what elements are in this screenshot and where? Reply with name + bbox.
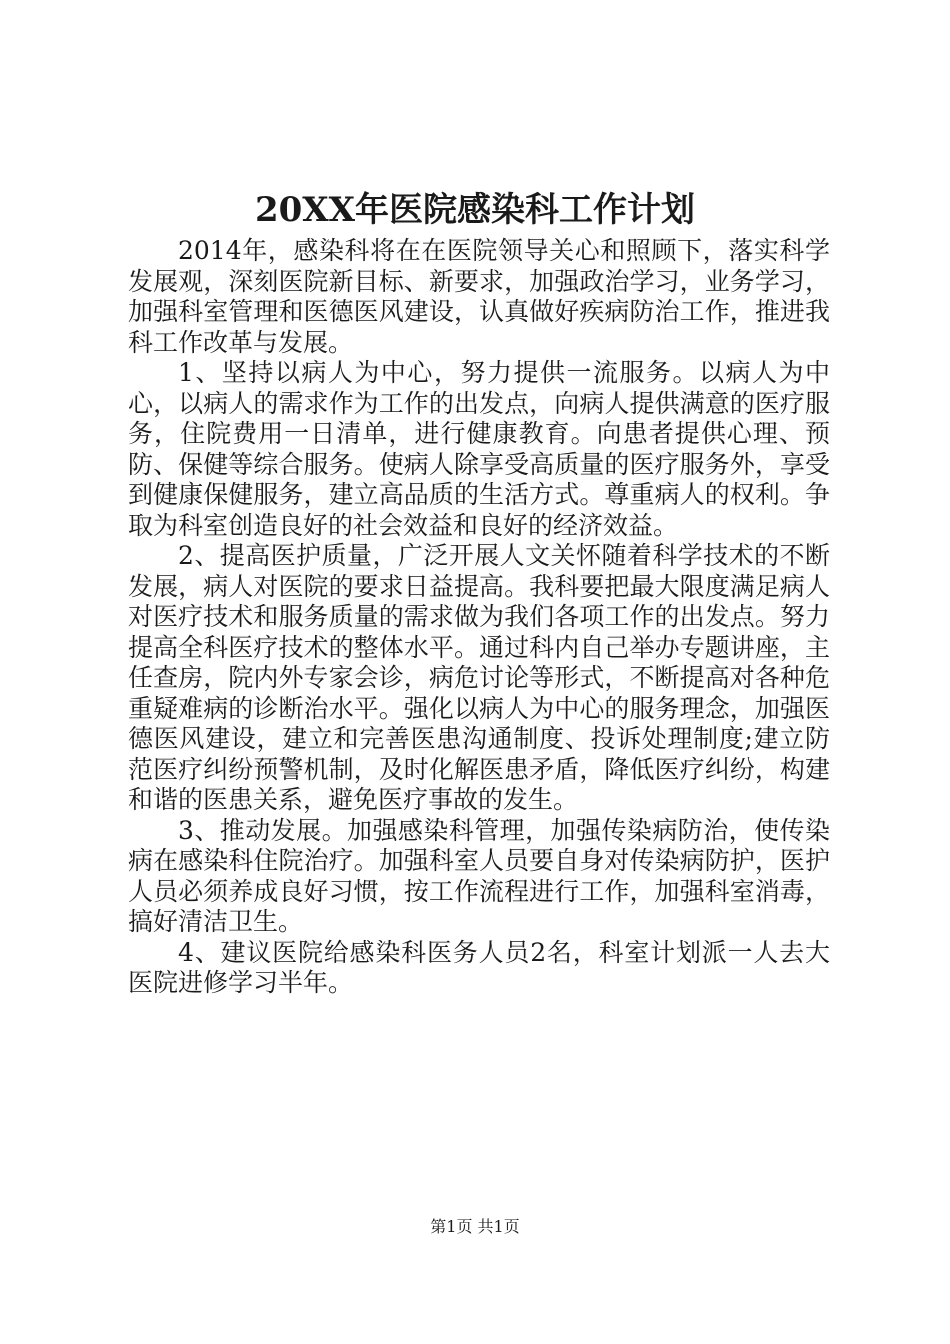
document-title: 20XX年医院感染科工作计划 [254,190,696,230]
paragraph-item-2: 2、提高医护质量，广泛开展人文关怀随着科学技术的不断发展，病人对医院的要求日益提高。我科要把最大限度满足病人对医疗技术和服务质量的需求做为我们各项工作的出发点。努力提高全科医疗技术的整体水平。通过科内自己举办专题讲座，主任查房，院内外专家会诊，病危讨论等形式，不断提高对各种危重疑难病的诊断治水平。强化以病人为中心的服务理念，加强医德医风建设，建立和完善医患沟通制度、投诉处理制度;建立防范医疗纠纷预警机制，及时化解医患矛盾，降低医疗纠纷，构建和谐的医患关系，避免医疗事故的发生。 [128,541,830,814]
document-body [128,236,830,999]
paragraph-item-3: 3、推动发展。加强感染科管理，加强传染病防治，使传染病在感染科住院治疗。加强科室人员要自身对传染病防护，医护人员必须养成良好习惯，按工作流程进行工作，加强科室消毒，搞好清洁卫生。 [128,815,830,936]
paragraph-item-1: 1、坚持以病人为中心，努力提供一流服务。以病人为中心，以病人的需求作为工作的出发点，向病人提供满意的医疗服务，住院费用一日清单，进行健康教育。向患者提供心理、预防、保健等综合服务。使病人除享受高质量的医疗服务外，享受到健康保健服务，建立高品质的生活方式。尊重病人的权利。争取为科室创造良好的社会效益和良好的经济效益。 [128,358,830,540]
paragraph-intro: 2014年，感染科将在在医院领导关心和照顾下，落实科学发展观，深刻医院新目标、新要求，加强政治学习，业务学习，加强科室管理和医德医风建设，认真做好疾病防治工作，推进我科工作改革与发展。 [128,236,830,357]
page-footer: 第1页 共1页 [430,1217,520,1236]
paragraph-item-4: 4、建议医院给感染科医务人员2名，科室计划派一人去大医院进修学习半年。 [128,937,830,997]
